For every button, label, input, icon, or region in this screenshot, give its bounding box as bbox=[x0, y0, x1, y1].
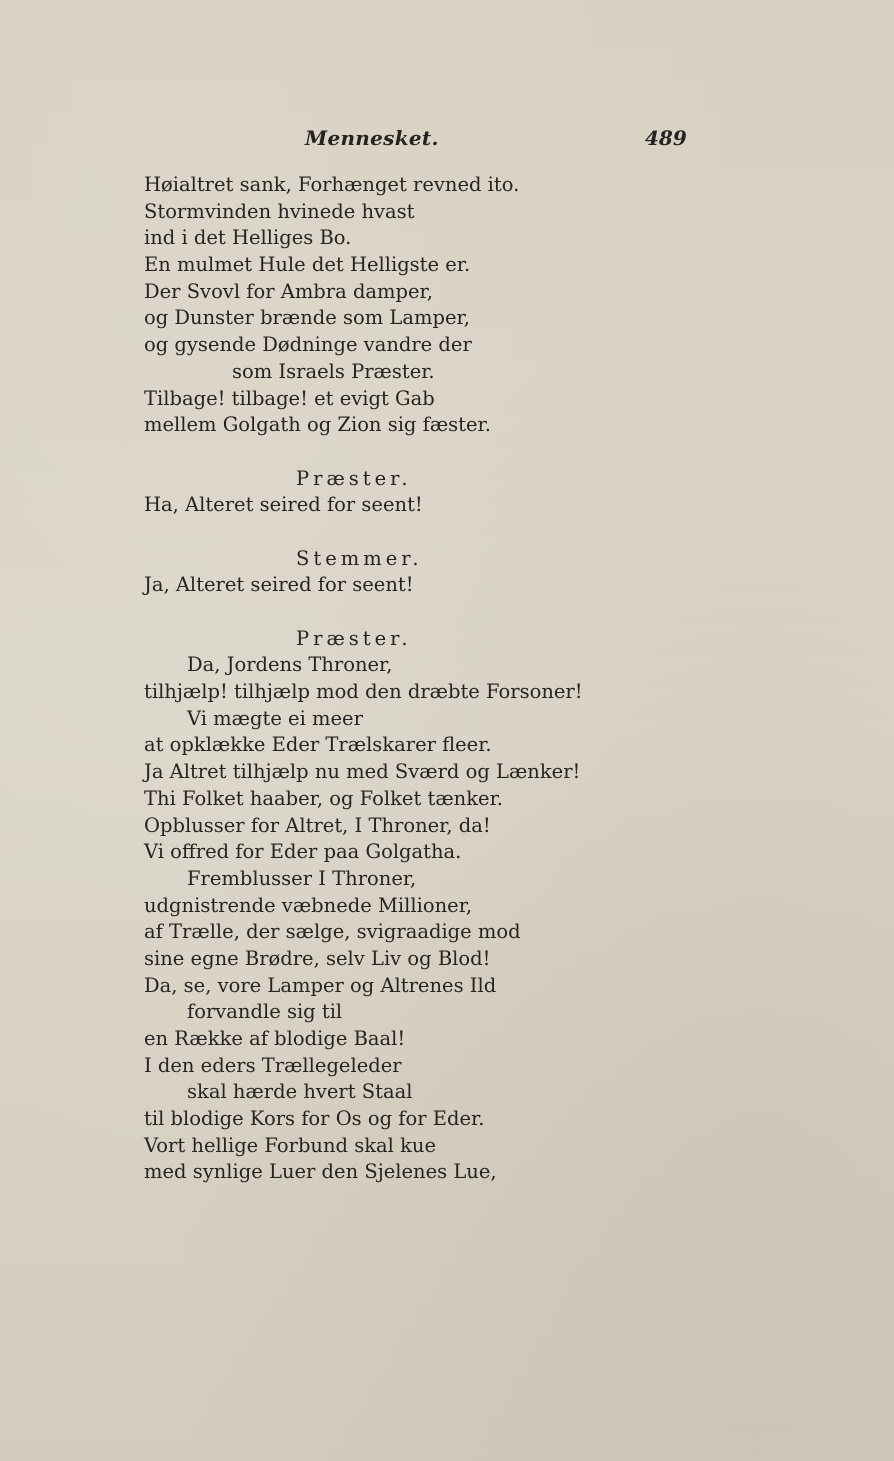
speaker-heading: Præster. bbox=[296, 466, 412, 490]
verse-line: ind i det Helliges Bo. bbox=[144, 226, 352, 250]
verse-line: af Trælle, der sælge, svigraadige mod bbox=[144, 920, 521, 944]
poem-text bbox=[144, 172, 744, 1186]
verse-line: og gysende Dødninge vandre der bbox=[144, 333, 472, 357]
speaker-heading: Stemmer. bbox=[296, 546, 423, 570]
stanza-gap bbox=[144, 519, 744, 546]
verse-line: udgnistrende væbnede Millioner, bbox=[144, 893, 473, 917]
verse-line: som Israels Præster. bbox=[232, 359, 435, 383]
verse-line: mellem Golgath og Zion sig fæster. bbox=[144, 413, 491, 437]
verse-line: Da, Jordens Throner, bbox=[187, 653, 393, 677]
verse-line: Tilbage! tilbage! et evigt Gab bbox=[144, 386, 435, 410]
verse-line: en Række af blodige Baal! bbox=[144, 1027, 406, 1050]
verse-line: Thi Folket haaber, og Folket tænker. bbox=[144, 786, 503, 810]
verse-line: sine egne Brødre, selv Liv og Blod! bbox=[144, 946, 491, 970]
verse-line: Høialtret sank, Forhænget revned ito. bbox=[144, 173, 520, 196]
verse-line: Vi offred for Eder paa Golgatha. bbox=[144, 840, 462, 864]
verse-line: Da, se, vore Lamper og Altrenes Ild bbox=[144, 973, 497, 997]
verse-line: at opklække Eder Trælskarer fleer. bbox=[144, 733, 492, 757]
verse-line: Vi mægte ei meer bbox=[187, 706, 363, 730]
page-number: 489 bbox=[645, 126, 687, 150]
verse-line: Ja, Alteret seired for seent! bbox=[144, 573, 414, 597]
stanza-gap bbox=[144, 439, 744, 466]
verse-line: og Dunster brænde som Lamper, bbox=[144, 306, 470, 330]
verse-line: skal hærde hvert Staal bbox=[187, 1080, 413, 1104]
verse-line: forvandle sig til bbox=[187, 1000, 343, 1024]
verse-line: Vort hellige Forbund skal kue bbox=[144, 1133, 437, 1157]
verse-line: tilhjælp! tilhjælp mod den dræbte Forsoner! bbox=[144, 680, 583, 704]
stanza-gap bbox=[144, 599, 744, 626]
running-title: Mennesket. bbox=[305, 126, 439, 150]
speaker-heading: Præster. bbox=[296, 626, 412, 650]
verse-line: til blodige Kors for Os og for Eder. bbox=[144, 1107, 485, 1131]
verse-line: Fremblusser I Throner, bbox=[187, 866, 417, 890]
verse-line: Ja Altret tilhjælp nu med Sværd og Lænker! bbox=[144, 760, 581, 784]
verse-line: Opblusser for Altret, I Throner, da! bbox=[144, 813, 491, 837]
verse-line: Der Svovl for Ambra damper, bbox=[144, 279, 433, 303]
verse-line: med synlige Luer den Sjelenes Lue, bbox=[144, 1160, 497, 1184]
verse-line: Ha, Alteret seired for seent! bbox=[144, 493, 423, 517]
verse-line: I den eders Trællegeleder bbox=[144, 1053, 402, 1077]
verse-line: En mulmet Hule det Helligste er. bbox=[144, 253, 471, 277]
verse-line: Stormvinden hvinede hvast bbox=[144, 199, 415, 223]
